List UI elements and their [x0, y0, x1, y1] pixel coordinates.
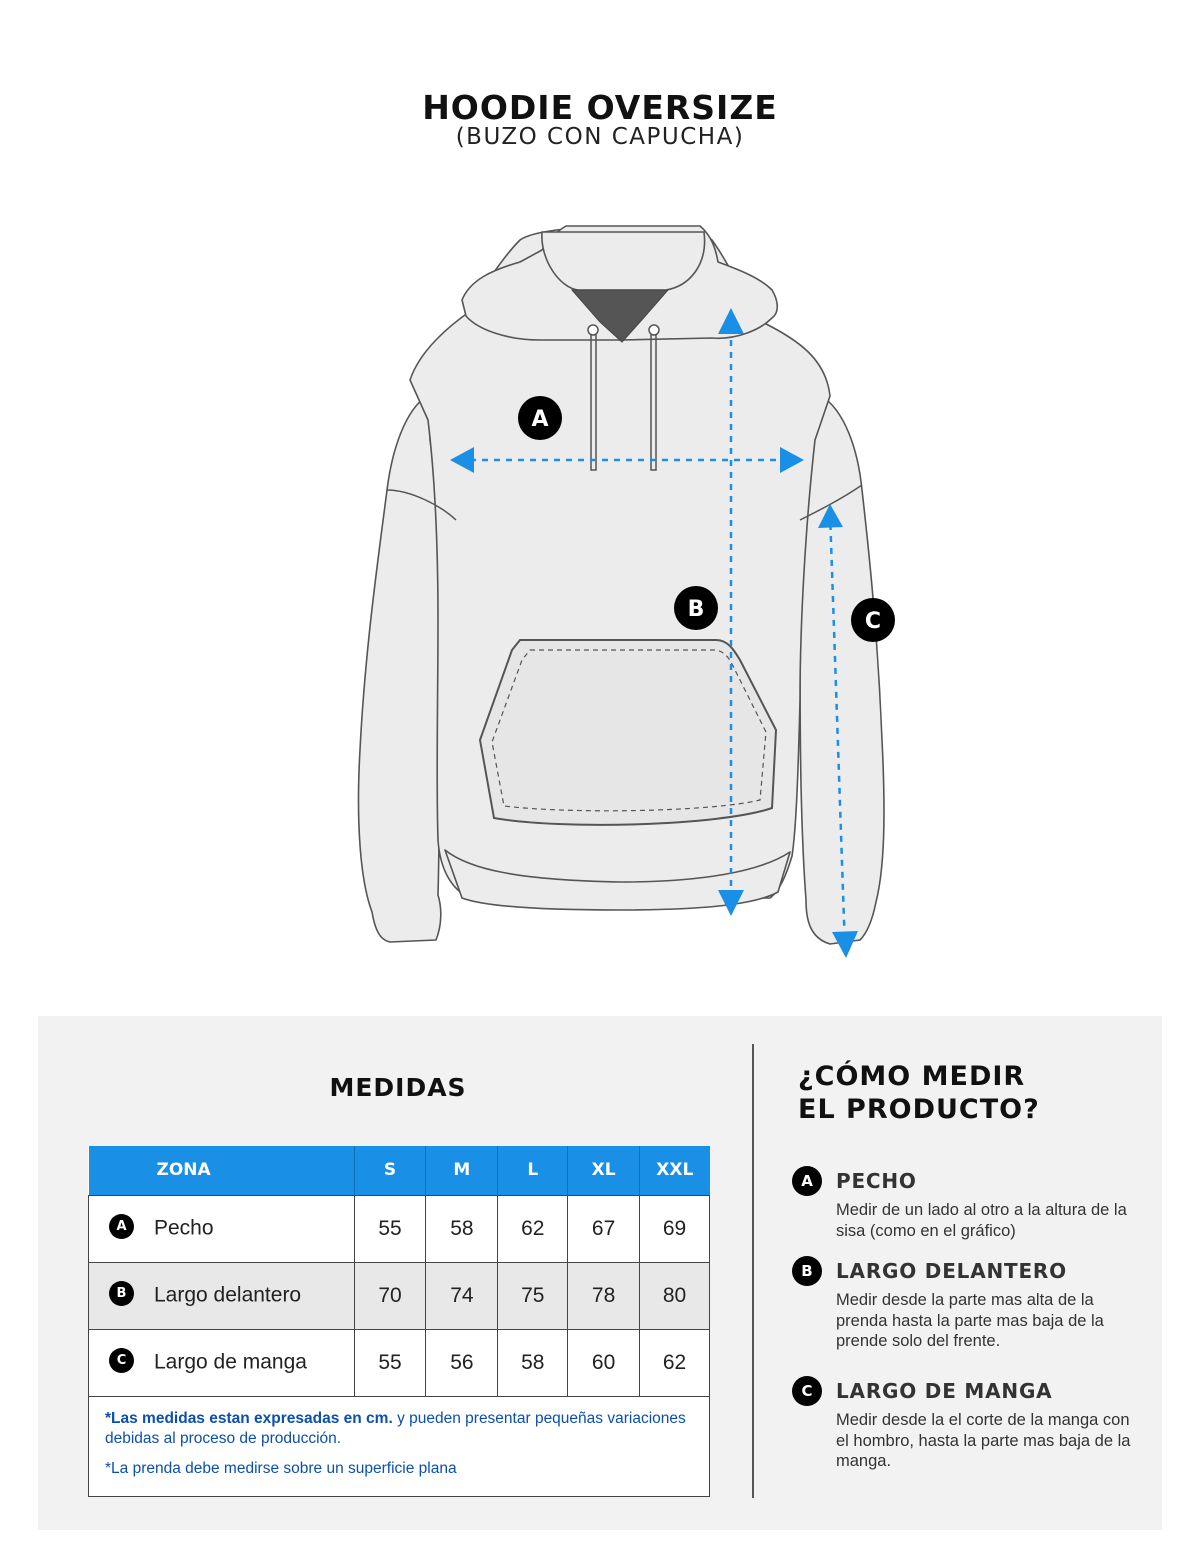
badge-c: C: [109, 1348, 134, 1373]
zone-cell: [89, 1262, 355, 1329]
table-cell: 75: [498, 1262, 568, 1329]
zone-cell: [89, 1329, 355, 1396]
note-units-bold: *Las medidas estan expresadas en cm.: [105, 1409, 393, 1427]
note-units-rest: y pueden presentar pequeñas variaciones debidas al proceso de producción.: [105, 1409, 686, 1447]
how-to-description: Medir de un lado al otro a la altura de la sisa (como en el gráfico): [836, 1201, 1127, 1240]
note-units: [105, 1409, 693, 1449]
how-to-heading: PECHO: [836, 1169, 917, 1193]
zone-cell: [89, 1195, 355, 1262]
marker-c-label: C: [864, 609, 882, 634]
how-to-item-sleeve-length: [792, 1376, 1142, 1476]
table-cell: 55: [354, 1195, 426, 1262]
marker-a-label: A: [531, 407, 549, 432]
table-cell: 60: [568, 1329, 640, 1396]
table-cell: 56: [426, 1329, 498, 1396]
sleeve-arrowhead-bottom: [832, 931, 858, 958]
table-cell: 69: [640, 1195, 710, 1262]
table-row: [89, 1329, 710, 1396]
how-to-description: Medir desde la el corte de la manga con el hombro, hasta la parte mas baja de la manga.: [836, 1411, 1131, 1470]
table-cell: 58: [426, 1195, 498, 1262]
hood-opening: [542, 232, 705, 290]
table-cell: 67: [568, 1195, 640, 1262]
table-row: [89, 1262, 710, 1329]
table-cell: 55: [354, 1329, 426, 1396]
table-cell: 62: [640, 1329, 710, 1396]
size-table: [88, 1146, 710, 1497]
column-header-size: S: [354, 1146, 426, 1195]
drawstring-eyelet-left: [588, 325, 598, 335]
how-to-title-line2: EL PRODUCTO?: [798, 1094, 1040, 1125]
page-title: HOODIE OVERSIZE: [422, 88, 778, 127]
table-cell: 70: [354, 1262, 426, 1329]
table-cell: 62: [498, 1195, 568, 1262]
table-cell: 80: [640, 1262, 710, 1329]
badge-b: B: [792, 1256, 822, 1286]
badge-a: A: [109, 1214, 134, 1239]
column-header-size: XXL: [640, 1146, 710, 1195]
table-cell: 78: [568, 1262, 640, 1329]
how-to-title-line1: ¿CÓMO MEDIR: [798, 1061, 1026, 1092]
badge-c: C: [792, 1376, 822, 1406]
how-to-heading: LARGO DE MANGA: [836, 1379, 1053, 1403]
table-row: [89, 1195, 710, 1262]
how-to-description: Medir desde la parte mas alta de la prenda hasta la parte mas baja de la prende solo del frente.: [836, 1291, 1104, 1350]
badge-a: A: [792, 1166, 822, 1196]
hoodie-left-sleeve: [359, 395, 441, 942]
size-table-header: [89, 1146, 710, 1195]
how-to-heading: LARGO DELANTERO: [836, 1259, 1067, 1283]
how-to-title: [798, 1060, 1138, 1126]
drawstring-eyelet-right: [649, 325, 659, 335]
how-to-item-chest: [792, 1166, 1142, 1246]
zone-label: Largo de manga: [154, 1350, 307, 1374]
column-header-size: L: [498, 1146, 568, 1195]
zone-label: Largo delantero: [154, 1283, 302, 1307]
page-subtitle: (BUZO CON CAPUCHA): [455, 124, 745, 150]
badge-b: B: [109, 1281, 134, 1306]
notes-row: [89, 1396, 710, 1496]
column-header-zone: ZONA: [89, 1146, 355, 1195]
notes-cell: [89, 1396, 710, 1496]
zone-label: Pecho: [154, 1216, 214, 1240]
column-header-size: M: [426, 1146, 498, 1195]
note-flat-surface: *La prenda debe medirse sobre un superficie plana: [105, 1459, 457, 1477]
marker-b-label: B: [687, 597, 705, 622]
panel-divider: [752, 1044, 754, 1498]
hoodie-illustration: [340, 200, 900, 980]
table-cell: 74: [426, 1262, 498, 1329]
table-cell: 58: [498, 1329, 568, 1396]
column-header-size: XL: [568, 1146, 640, 1195]
how-to-item-front-length: [792, 1256, 1142, 1356]
measurements-title: MEDIDAS: [329, 1073, 467, 1102]
